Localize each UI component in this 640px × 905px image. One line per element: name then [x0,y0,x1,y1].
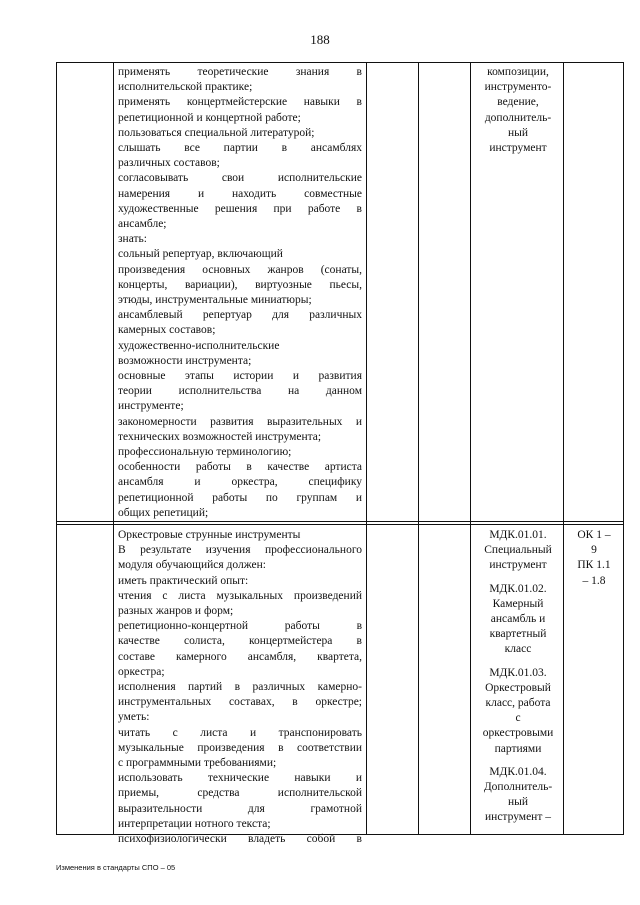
col-border-3 [418,62,419,834]
mdk-line: Камерный [492,597,544,610]
text-line: уметь: [118,711,150,724]
text-line: оркестра; [118,665,165,678]
mdk-line: ансамбль и [490,613,546,626]
text-line: исполнительской практике; [118,81,253,94]
page-footer: Изменения в стандарты СПО – 05 [56,863,176,872]
text-line: различных составов; [118,157,220,170]
competence-line: ОК 1 – [577,529,611,541]
text-line: инструментальных составах, в оркестре; [118,696,362,709]
text-line: технических возможностей инструмента; [118,430,322,443]
text-line: пользоваться специальной литературой; [118,126,315,139]
text-line: приемы, средства исполнительской [118,787,362,800]
col-border-4 [470,62,471,834]
mdk-line: класс [504,643,532,656]
mdk-line: Дополнитель- [483,781,553,794]
mdk-line: инструмент [489,142,547,155]
text-line: сольный репертуар, включающий [118,248,283,261]
mdk-line: дополнитель- [484,111,552,124]
text-line: репетиционно-концертной работы в [118,620,362,633]
text-line: интерпретации нотного текста; [118,817,271,830]
mdk-line: инструменто- [484,81,552,94]
mdk-line: ведение, [497,96,539,109]
text-line: этюды, инструментальные миниатюры; [118,294,312,307]
mdk-code: МДК.01.04. [489,765,547,778]
text-line: с программными требованиями; [118,757,277,770]
text-line: возможности инструмента; [118,354,252,367]
text-line: иметь практический опыт: [118,574,249,587]
mdk-line: ный [507,796,529,809]
text-line: репетиционной и концертной работе; [118,111,301,124]
row2-top-border [56,524,624,525]
mdk-line: Оркестровый [485,681,551,694]
text-line: ансамбле; [118,218,167,231]
text-line: особенности работы в качестве артиста [118,461,362,474]
competence-line: – 1.8 [582,574,606,587]
text-line: В результате изучения профессионального [118,544,362,557]
row1-mdk-cell [474,65,562,156]
row2-description [118,528,362,847]
mdk-code: МДК.01.03. [489,666,547,679]
text-line: закономерности развития выразительных и [118,415,362,428]
text-line: исполнения партий в различных камерно- [118,681,362,694]
col-border-right [623,62,624,834]
text-line: намерения и находить совместные [118,187,362,200]
text-line: чтения с листа музыкальных произведений [118,589,362,602]
text-line: применять теоретические знания в [118,66,362,78]
text-line: профессиональную терминологию; [118,446,292,459]
mdk-line: композиции, [487,66,549,78]
text-line: качестве солиста, концертмейстера в [118,635,362,648]
text-line: разных жанров и форм; [118,605,234,618]
text-line: общих репетиций; [118,506,209,519]
col-border-5 [563,62,564,834]
mdk-line: класс, работа [485,697,551,710]
text-line: репетиционной работы по группам и [118,491,362,504]
mdk-line: Специальный [484,544,552,557]
text-line: инструменте; [118,400,184,413]
mdk-code: МДК.01.02. [489,582,547,595]
mdk-line: ный [507,126,529,139]
table-top-border [56,62,624,63]
mdk-line: с [515,712,521,725]
mdk-line: инструмент [489,559,547,572]
row2-competence-cell [565,528,623,589]
text-line: концерты, вариации), виртуозные пьесы, [118,278,362,291]
text-line: музыкальные произведения в соответствии [118,741,362,754]
row1-description [118,65,362,521]
competence-line: 9 [591,544,597,557]
text-line: произведения основных жанров (сонаты, [118,263,362,276]
text-line: теории исполнительства на данном [118,385,362,398]
text-line: камерных составов; [118,324,216,337]
col-border-2 [366,62,367,834]
col-border-left [56,62,57,834]
row2-mdk-cell [474,528,562,826]
text-line: читать с листа и транспонировать [118,726,362,739]
text-line: основные этапы истории и развития [118,370,362,383]
text-line: использовать технические навыки и [118,772,362,785]
mdk-line: оркестровыми [482,727,554,740]
mdk-code: МДК.01.01. [489,529,547,541]
competence-line: ПК 1.1 [577,559,611,572]
text-line: согласовывать свои исполнительские [118,172,362,185]
text-line: психофизиологически владеть собой в [118,833,362,846]
text-line: знать: [118,233,147,246]
text-line: применять концертмейстерские навыки в [118,96,362,109]
text-line: художественно-исполнительские [118,339,280,352]
mdk-line: партиями [494,742,542,755]
text-line: выразительности для грамотной [118,802,362,815]
text-line: модуля обучающийся должен: [118,559,266,572]
mdk-line: инструмент – [485,811,551,824]
text-line: ансамбля и оркестра, специфику [118,476,362,489]
page-number: 188 [310,32,330,47]
mdk-line: квартетный [489,628,547,641]
text-line: слышать все партии в ансамблях [118,142,362,155]
row-separator [56,521,624,522]
text-line: составе камерного ансамбля, квартета, [118,650,362,663]
col-border-1 [113,62,114,834]
text-line: художественные решения при работе в [118,202,362,215]
text-line: Оркестровые струнные инструменты [118,529,301,541]
text-line: ансамблевый репертуар для различных [118,309,362,322]
